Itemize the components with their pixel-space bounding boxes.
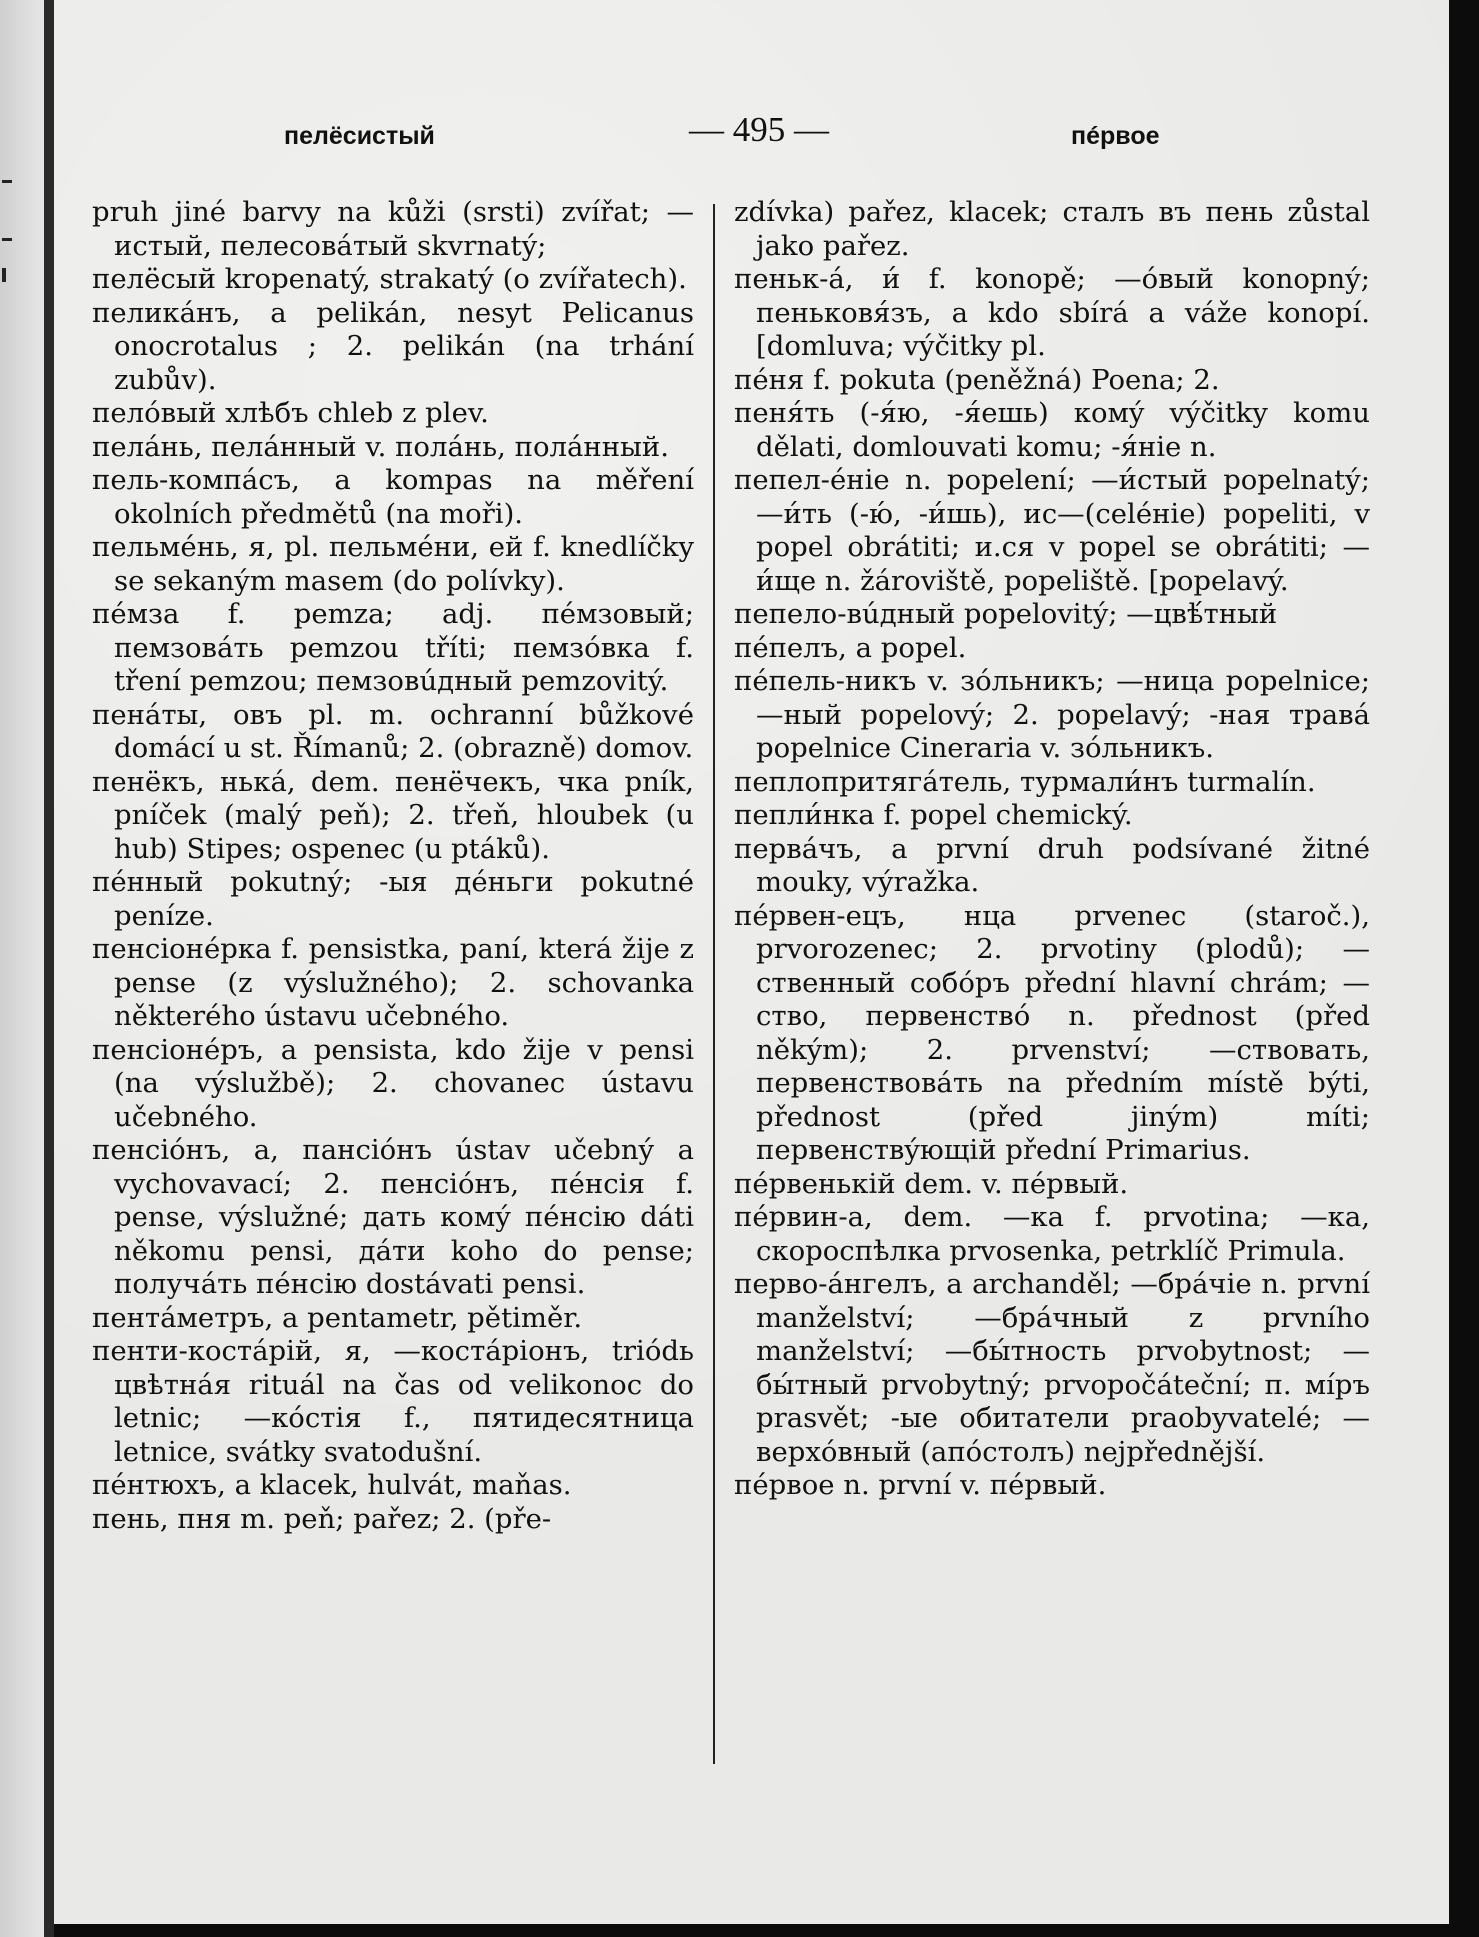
dictionary-entry: пéрвин-а, dem. —ка f. prvotina; —ка, скороспѣлка prvosenka, petrklíč Primula. xyxy=(734,1201,1370,1267)
dictionary-entry: пельмéнь, я, pl. пельмéни, ей f. knedlíčky se sekaným masem (do polívky). xyxy=(92,531,694,597)
dictionary-entry: пéрвенькій dem. v. пéрвый. xyxy=(734,1167,1129,1200)
dictionary-entry: пель-компáсъ, a kompas na měření okolních předmětů (na moři). xyxy=(92,464,694,530)
left-column xyxy=(92,196,694,1536)
dictionary-entry: пéнтюхъ, a klacek, hulvát, maňas. xyxy=(92,1469,572,1501)
dictionary-entry: пенёкъ, нькá, dem. пенёчекъ, чка pník, pníček (malý peň); 2. třeň, hloubek (u hub) Stipes; ospenec (u ptáků). xyxy=(92,765,694,865)
dictionary-entry: перво-áнгелъ, a archanděl; —брáчіе n. první manželství; —брáчный z prvního manželství; —бы́тность prvobytnost; —бы́тный prvobytný; prvopočáteční; п. мíръ prasvět; -ые обитатели praobyvatelé; —верхóвный (апóстолъ) nejpřednější. xyxy=(734,1268,1370,1468)
dictionary-entry: zdívka) pařez, klacek; сталъ въ пень zůstal jako pařez. xyxy=(734,196,1370,262)
book-gutter xyxy=(44,0,54,1937)
dictionary-entry: пеликáнъ, a pelikán, nesyt Pelicanus onocrotalus ; 2. pelikán (na trhání zubův). xyxy=(92,296,694,396)
margin-mark xyxy=(2,180,12,183)
dictionary-entry: пелáнь, пелáнный v. полáнь, полáнный. xyxy=(92,430,669,463)
header-first-word: пелёсистый xyxy=(284,122,435,150)
page-number: — 495 — xyxy=(689,110,829,149)
dictionary-entry: пенáты, овъ pl. m. ochranní bůžkové domácí u st. Římanů; 2. (obrazně) domov. xyxy=(92,698,694,764)
dictionary-entry: пéрвен-ецъ, нца prvenec (staroč.), prvorozenec; 2. prvotiny (plodů); —ственный собóръ přední hlavní chrám; —ство, первенствó n. přednost (před někým); 2. prvenství; —ствовать, первенствовáть na předním místě býti, přednost (před jiným) míti; первенствýющій přední Primarius. xyxy=(734,899,1370,1166)
dictionary-entry: пелóвый хлѣбъ chleb z plev. xyxy=(92,397,489,429)
dictionary-entry: пепел-éніе n. popelení; —и́стый popelnatý; —и́ть (-ю́, -и́шь), ис—(celéніе) popeliti, v popel obrátiti; и.ся v popel se obrátiti; —и́ще n. žároviště, popeliště. [popelavý. xyxy=(734,464,1370,597)
dictionary-entry: пелёсый kropenatý, strakatý (o zvířatech). xyxy=(92,263,687,295)
dictionary-entry: пенти-костáрій, я, —костáріонъ, triódь цвѣтнáя rituál na čas od velikonoc do letnic; —кóстія f., пятидесятница letnice, svátky svatodušní. xyxy=(92,1335,694,1468)
dictionary-entry: пéпель-никъ v. зóльникъ; —ница popelnice; —ный popelový; 2. popelavý; -ная травá popelnice Cineraria v. зóльникъ. xyxy=(734,665,1370,764)
header-last-word: пéрвое xyxy=(1071,122,1160,150)
dictionary-entry: пеня́ть (-я́ю, -я́ешь) комý výčitky komu dělati, domlouvati komu; -я́ніе n. xyxy=(734,397,1370,463)
margin-mark xyxy=(2,238,12,241)
dictionary-entry: пентáметръ, a pentametr, pětiměr. xyxy=(92,1301,583,1334)
dictionary-entry: пéнный pokutný; -ыя дéньги pokutné peníze. xyxy=(92,866,694,932)
column-divider xyxy=(713,204,715,1764)
dictionary-entry: пéрвое n. první v. пéрвый. xyxy=(734,1469,1107,1501)
dictionary-entry: пеплопритягáтель, турмали́нъ turmalín. xyxy=(734,765,1316,798)
dictionary-page xyxy=(54,0,1449,1924)
dictionary-entry: пéмза f. pemza; adj. пéмзовый; пемзовáть pemzou tříti; пемзóвка f. tření pemzou; пемзовúдный pemzovitý. xyxy=(92,598,694,697)
right-column xyxy=(734,196,1370,1503)
dictionary-entry: пепли́нка f. popel chemický. xyxy=(734,799,1133,831)
dictionary-entry: пенсіонéръ, a pensista, kdo žije v pensi (na výslužbě); 2. chovanec ústavu učebného. xyxy=(92,1033,694,1133)
running-header xyxy=(54,110,1449,160)
dictionary-entry: пéня f. pokuta (peněžná) Poena; 2. xyxy=(734,363,1220,396)
dictionary-entry: пень, пня m. peň; pařez; 2. (pře- xyxy=(92,1502,552,1535)
margin-mark xyxy=(2,268,6,282)
dictionary-entry: пеньк-á, и́ f. konopě; —óвый konopný; пеньковя́зъ, a kdo sbírá a váže konopí. [domluva; výčitky pl. xyxy=(734,263,1370,362)
dictionary-entry: первáчъ, a první druh podsívané žitné mouky, výražka. xyxy=(734,832,1370,898)
dictionary-entry: пепело-вúдный popelovitý; —цвѣ́тный xyxy=(734,598,1278,630)
dictionary-entry: pruh jiné barvy na kůži (srsti) zvířat; —истый, пелесовáтый skvrnatý; xyxy=(92,196,694,262)
dictionary-entry: пенсіонéрка f. pensistka, paní, která žije z pense (z výslužného); 2. schovanka některého ústavu učebného. xyxy=(92,933,694,1032)
previous-page-edge xyxy=(0,0,44,1937)
dictionary-entry: пенсіóнъ, a, пансіóнъ ústav učebný a vychovavací; 2. пенсіóнъ, пéнсія f. pense, výslužné; дать комý пéнсію dáti někomu pensi, дáти koho do pense; получáть пéнсію dostávati pensi. xyxy=(92,1134,694,1300)
dictionary-entry: пéпелъ, a popel. xyxy=(734,631,967,664)
